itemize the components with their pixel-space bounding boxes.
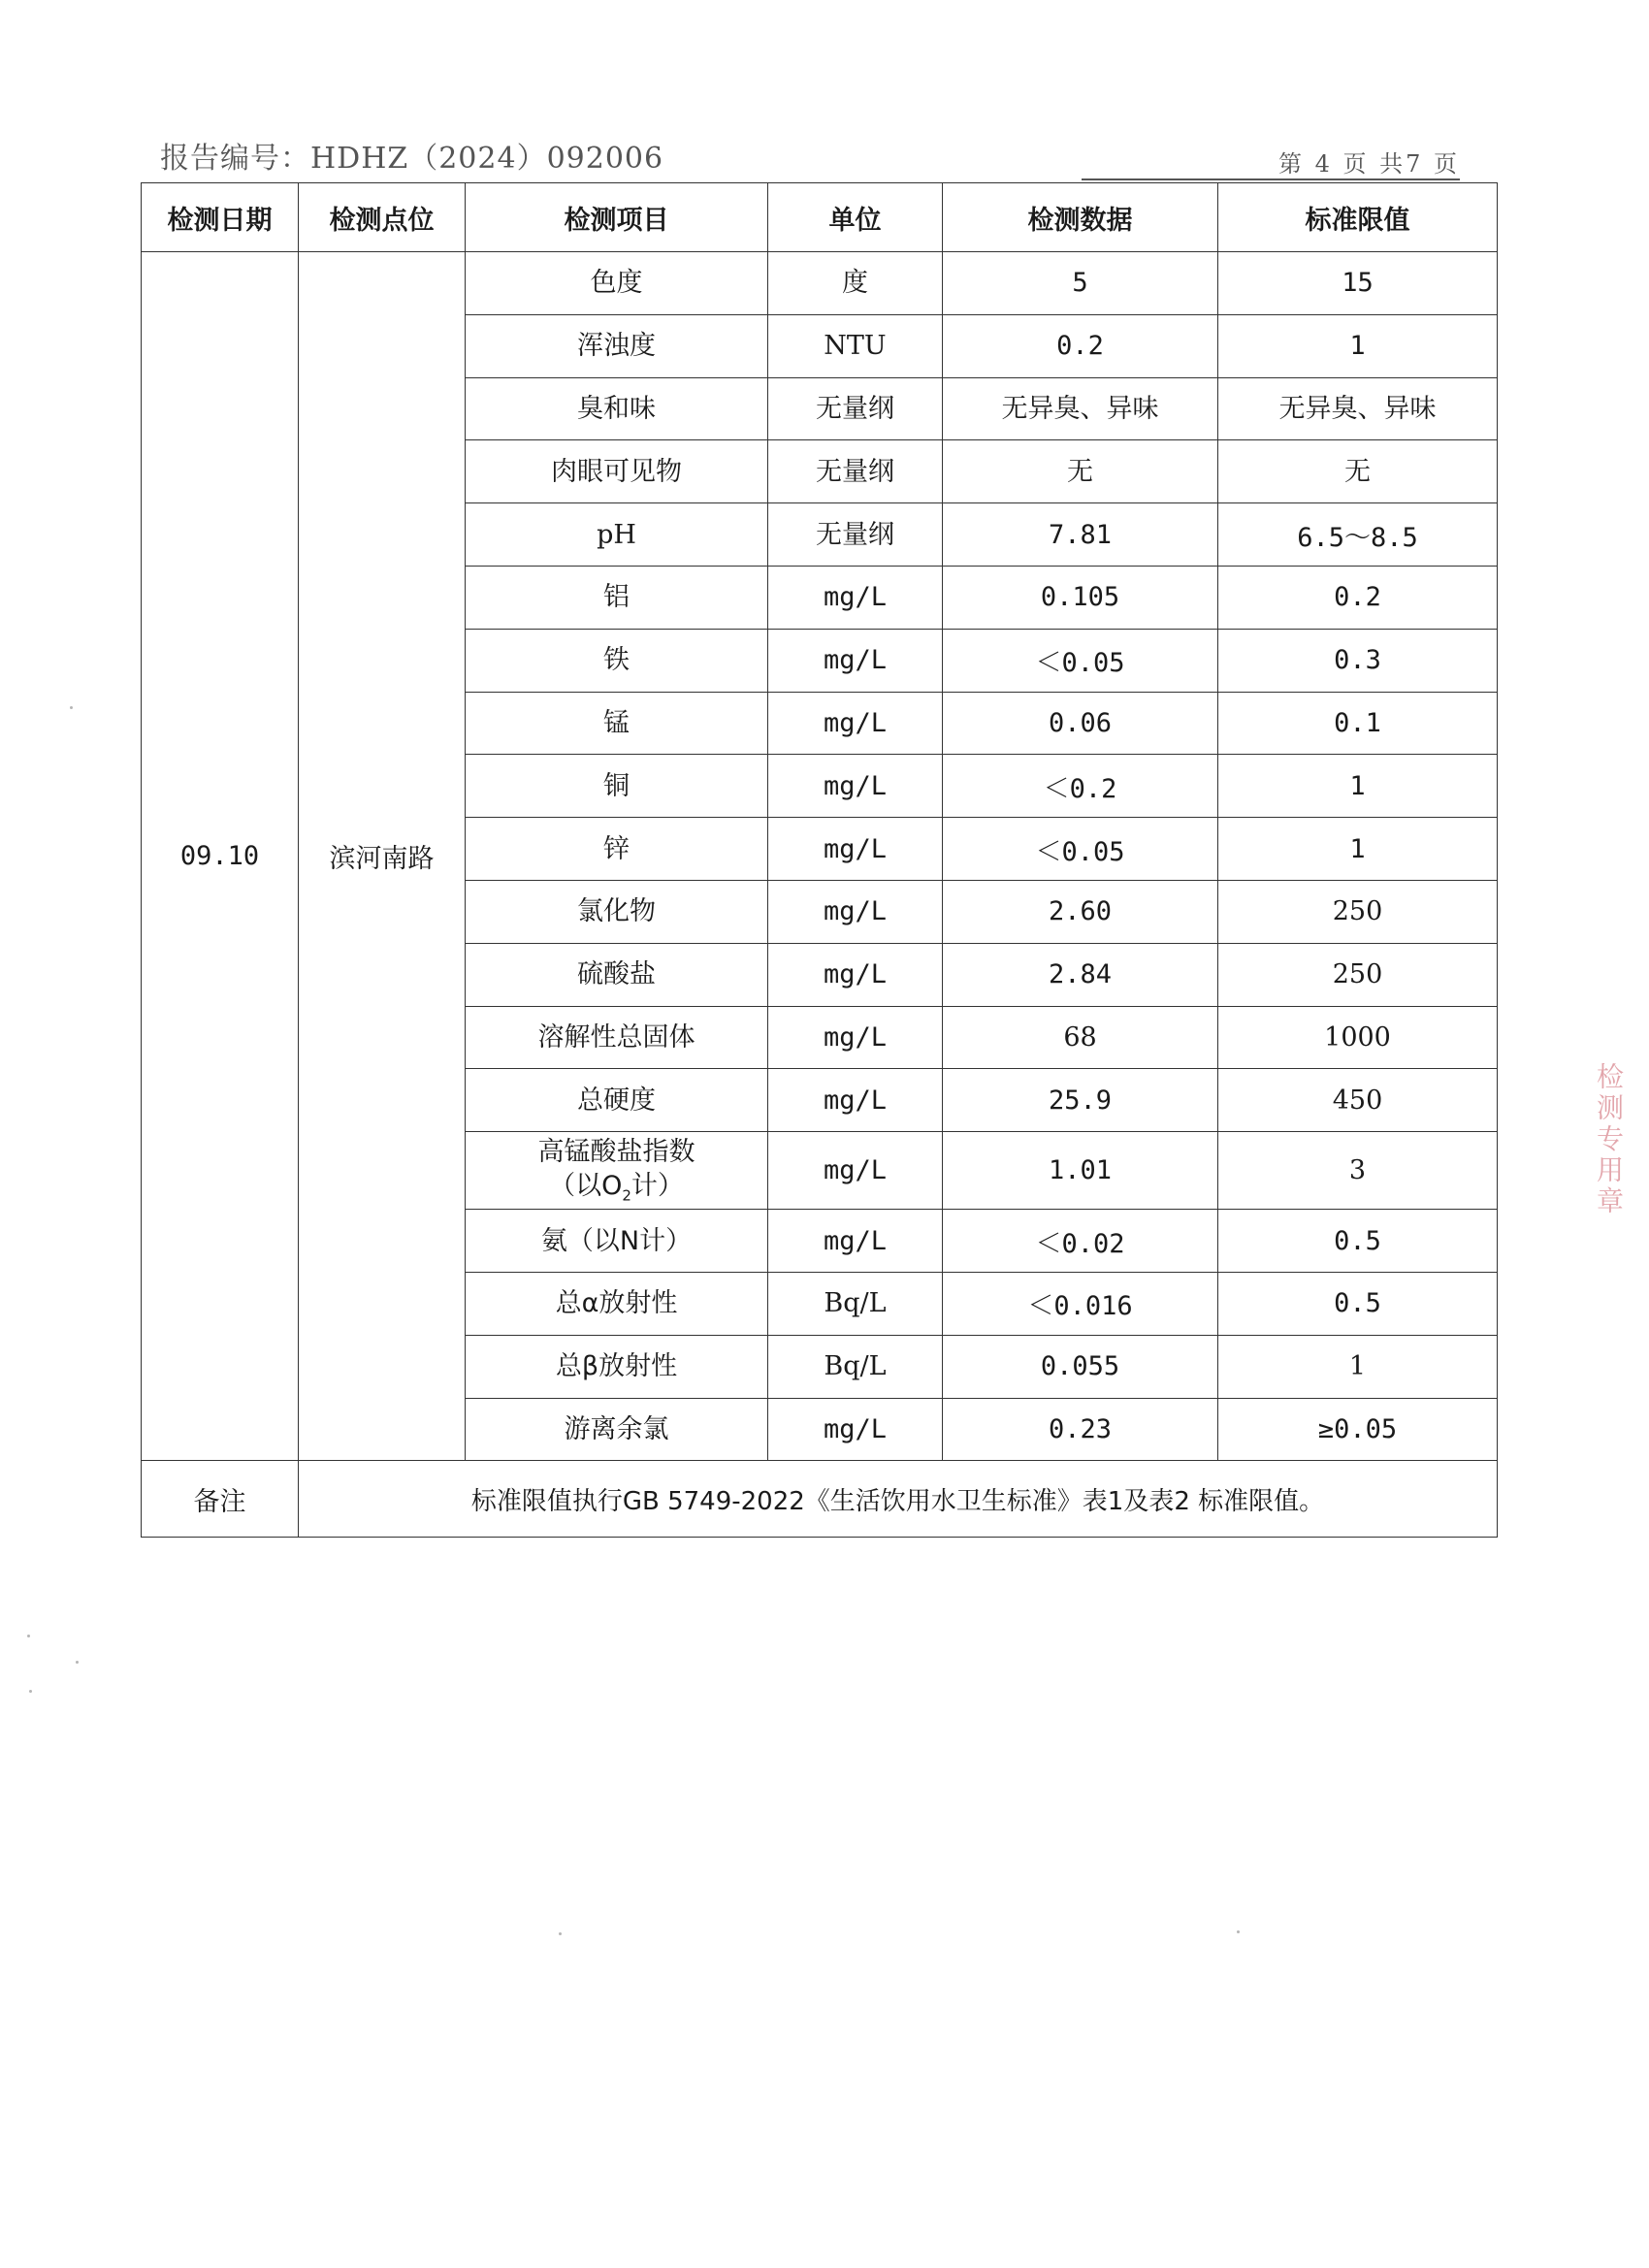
item-limit: 1 (1218, 818, 1498, 881)
scan-speck (70, 706, 73, 709)
item-unit: mg/L (768, 1132, 943, 1210)
item-value: 1.01 (943, 1132, 1218, 1210)
item-value: 0.2 (943, 314, 1218, 377)
item-value: 2.84 (943, 943, 1218, 1006)
item-name-line2-sub: 2 (622, 1186, 631, 1205)
item-value: 0.23 (943, 1398, 1218, 1461)
item-value: 25.9 (943, 1069, 1218, 1132)
header-item: 检测项目 (466, 183, 768, 252)
item-unit: NTU (768, 314, 943, 377)
item-value: ＜0.2 (943, 755, 1218, 818)
item-name: 锌 (466, 818, 768, 881)
page-number: 第 4 页 共7 页 (1277, 150, 1460, 178)
note-label: 备注 (142, 1461, 299, 1538)
header-limit: 标准限值 (1218, 183, 1498, 252)
item-name-line2-post: 计） (630, 1171, 684, 1202)
item-unit: mg/L (768, 943, 943, 1006)
item-value: ＜0.05 (943, 629, 1218, 692)
item-unit: mg/L (768, 1006, 943, 1069)
item-name-line2-pre: （以O (549, 1171, 623, 1202)
item-name: 氨（以N计） (466, 1210, 768, 1273)
item-name: 臭和味 (466, 377, 768, 440)
item-name-line1: 高锰酸盐指数 (537, 1137, 695, 1168)
item-value: ＜0.016 (943, 1272, 1218, 1335)
item-value: ＜0.02 (943, 1210, 1218, 1273)
item-limit: 0.2 (1218, 566, 1498, 629)
item-limit: 0.5 (1218, 1210, 1498, 1273)
item-limit: 无异臭、异味 (1218, 377, 1498, 440)
scan-speck (1237, 1930, 1240, 1933)
item-limit: 1 (1218, 1335, 1498, 1398)
item-name: 铁 (466, 629, 768, 692)
item-value: 68 (943, 1006, 1218, 1069)
scan-speck (29, 1690, 32, 1693)
item-name: 色度 (466, 252, 768, 315)
item-name: 总β放射性 (466, 1335, 768, 1398)
item-unit: 无量纲 (768, 503, 943, 567)
test-results-table (141, 182, 1498, 1538)
item-limit: 1 (1218, 314, 1498, 377)
header-date: 检测日期 (142, 183, 299, 252)
item-unit: mg/L (768, 818, 943, 881)
test-site: 滨河南路 (299, 252, 466, 1461)
note-text: 标准限值执行GB 5749-2022《生活饮用水卫生标准》表1及表2 标准限值。 (299, 1461, 1498, 1538)
item-limit: 0.1 (1218, 692, 1498, 755)
item-name: 游离余氯 (466, 1398, 768, 1461)
item-limit: 无 (1218, 440, 1498, 503)
item-limit: 250 (1218, 880, 1498, 943)
item-name: 总硬度 (466, 1069, 768, 1132)
item-name: 浑浊度 (466, 314, 768, 377)
item-unit: 无量纲 (768, 377, 943, 440)
item-value: 无 (943, 440, 1218, 503)
report-header (160, 134, 1460, 180)
item-name: 溶解性总固体 (466, 1006, 768, 1069)
item-name: 铝 (466, 566, 768, 629)
scan-speck (76, 1661, 79, 1664)
item-unit: mg/L (768, 880, 943, 943)
item-limit: 3 (1218, 1132, 1498, 1210)
item-name: 氯化物 (466, 880, 768, 943)
test-date: 09.10 (142, 252, 299, 1461)
item-value: 0.055 (943, 1335, 1218, 1398)
scan-speck (559, 1932, 562, 1935)
item-limit: 1 (1218, 755, 1498, 818)
item-value: 0.06 (943, 692, 1218, 755)
item-unit: mg/L (768, 629, 943, 692)
item-name: 铜 (466, 755, 768, 818)
item-value: 无异臭、异味 (943, 377, 1218, 440)
item-value: 0.105 (943, 566, 1218, 629)
header-value: 检测数据 (943, 183, 1218, 252)
item-name: pH (466, 503, 768, 567)
item-unit: 度 (768, 252, 943, 315)
item-unit: Bq/L (768, 1335, 943, 1398)
item-unit: Bq/L (768, 1272, 943, 1335)
item-value: 2.60 (943, 880, 1218, 943)
item-name-line2 (471, 1169, 761, 1206)
item-unit: mg/L (768, 566, 943, 629)
item-limit: 0.5 (1218, 1272, 1498, 1335)
item-unit: 无量纲 (768, 440, 943, 503)
item-unit: mg/L (768, 692, 943, 755)
item-unit: mg/L (768, 1398, 943, 1461)
item-limit: 450 (1218, 1069, 1498, 1132)
report-number: 报告编号：HDHZ（2024）092006 (160, 142, 664, 176)
item-limit: 0.3 (1218, 629, 1498, 692)
table-row (142, 252, 1498, 315)
item-name: 锰 (466, 692, 768, 755)
item-unit: mg/L (768, 755, 943, 818)
item-limit: 15 (1218, 252, 1498, 315)
table-header-row (142, 183, 1498, 252)
item-name: 肉眼可见物 (466, 440, 768, 503)
scan-speck (27, 1635, 30, 1637)
item-value: ＜0.05 (943, 818, 1218, 881)
item-value: 5 (943, 252, 1218, 315)
item-limit: 1000 (1218, 1006, 1498, 1069)
seal-stamp: 检测专用章 (1593, 1062, 1625, 1217)
item-name (466, 1132, 768, 1210)
item-value: 7.81 (943, 503, 1218, 567)
item-unit: mg/L (768, 1210, 943, 1273)
item-limit: 250 (1218, 943, 1498, 1006)
item-limit: ≥0.05 (1218, 1398, 1498, 1461)
item-limit: 6.5～8.5 (1218, 503, 1498, 567)
header-rule (1082, 178, 1460, 180)
header-unit: 单位 (768, 183, 943, 252)
note-row (142, 1461, 1498, 1538)
item-unit: mg/L (768, 1069, 943, 1132)
item-name: 总α放射性 (466, 1272, 768, 1335)
header-site: 检测点位 (299, 183, 466, 252)
item-name: 硫酸盐 (466, 943, 768, 1006)
